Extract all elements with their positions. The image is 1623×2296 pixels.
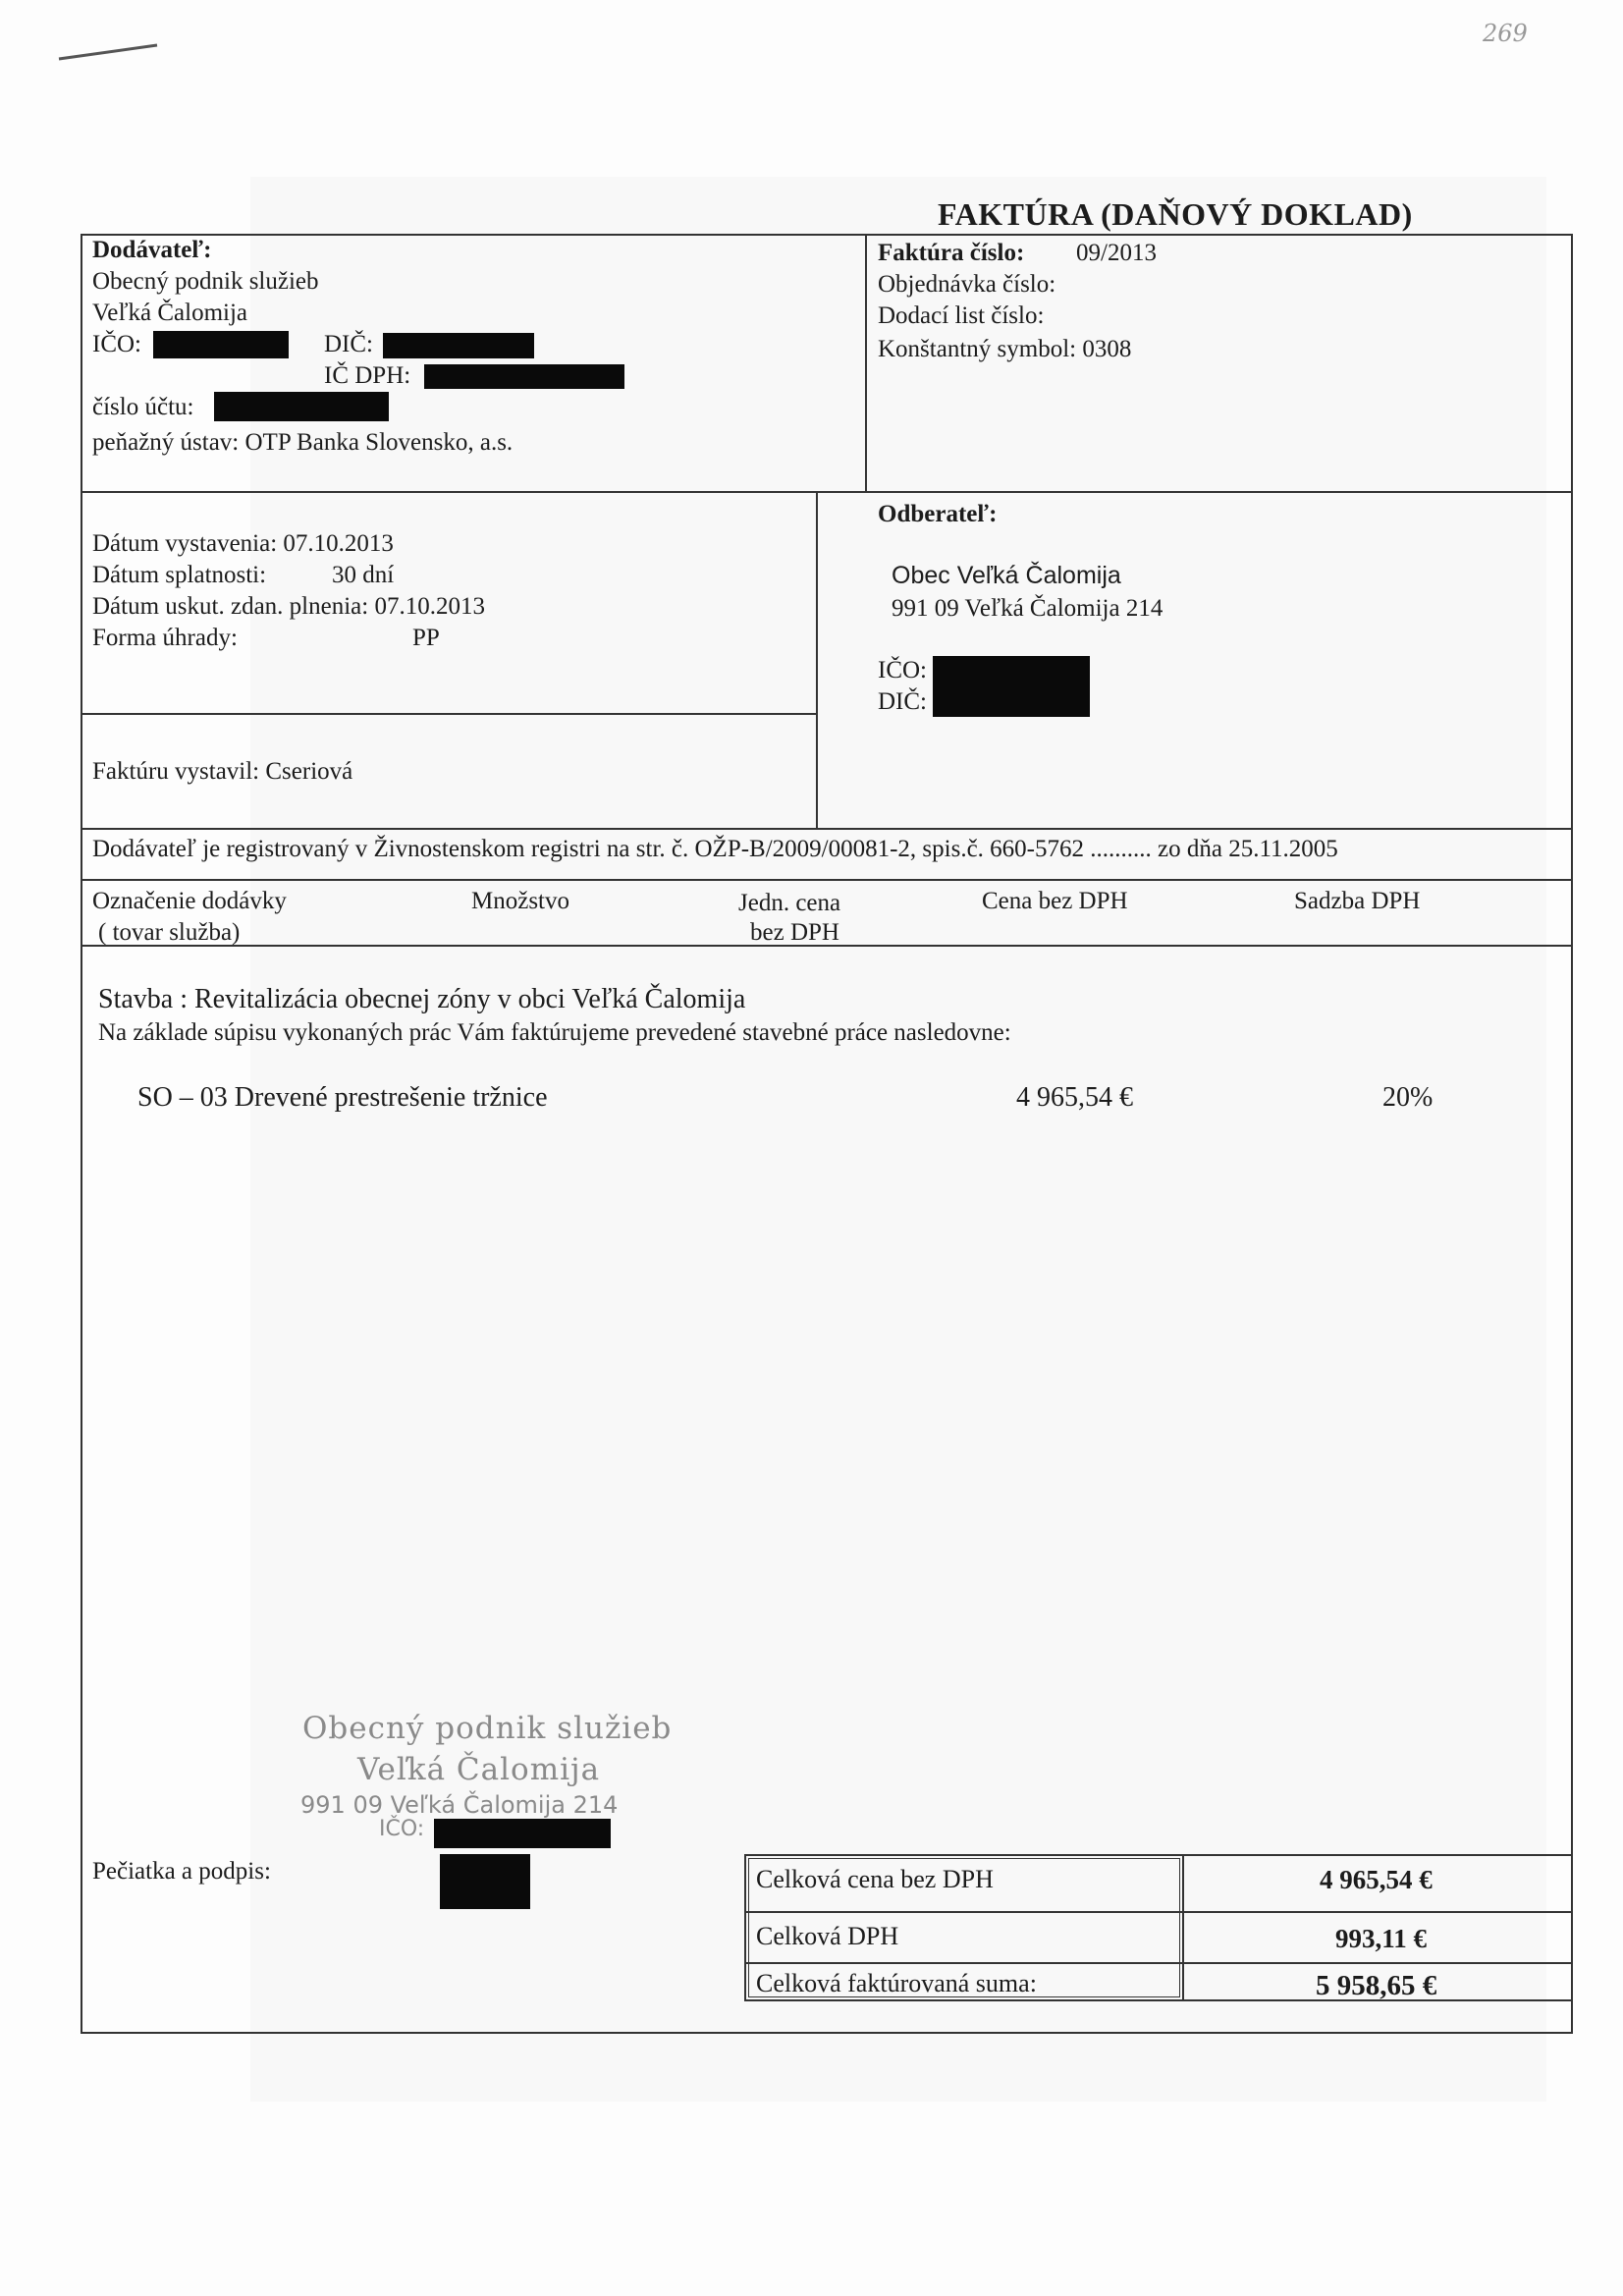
divider-row-3 (81, 879, 1573, 881)
col-vat-rate: Sadzba DPH (1294, 888, 1421, 914)
supplier-name-line2: Veľká Čalomija (92, 300, 248, 326)
customer-address: 991 09 Veľká Čalomija 214 (892, 595, 1163, 622)
redacted-supplier-account (214, 392, 389, 421)
stamp-line4: IČO: (379, 1817, 425, 1841)
supplier-account-label: číslo účtu: (92, 394, 194, 420)
stamp-line1: Obecný podnik služieb (302, 1711, 673, 1746)
registration-note: Dodávateľ je registrovaný v Živnostenskom registri na str. č. OŽP-B/2009/00081-2, spis.č. 660-5762 .......... zo dňa 25.11.2005 (92, 836, 1338, 862)
due-date-value: 30 dní (332, 562, 395, 588)
order-number-label: Objednávka číslo: (878, 271, 1056, 298)
redacted-stamp-ico (434, 1819, 611, 1848)
issue-date: Dátum vystavenia: 07.10.2013 (92, 530, 394, 557)
total-excl-vat-value: 4 965,54 € (1320, 1865, 1433, 1894)
due-date-label: Dátum splatnosti: (92, 562, 267, 588)
customer-ico-label: IČO: (878, 657, 927, 683)
stamp-line3: 991 09 Veľká Čalomija 214 (300, 1791, 619, 1819)
grand-total-label: Celková faktúrovaná suma: (756, 1969, 1037, 1997)
line-item-name: SO – 03 Drevené prestrešenie tržnice (137, 1082, 548, 1113)
taxable-supply-date: Dátum uskut. zdan. plnenia: 07.10.2013 (92, 593, 485, 620)
divider-row-1 (81, 491, 1573, 493)
divider-row-2 (81, 828, 1573, 830)
line-item-vat-rate: 20% (1382, 1082, 1434, 1113)
pen-stroke-mark (54, 37, 162, 67)
col-unit-price-line2: bez DPH (750, 919, 839, 946)
totals-col-divider (1182, 1854, 1184, 2001)
supplier-dic-label: DIČ: (324, 331, 373, 357)
supplier-ic-dph-label: IČ DPH: (324, 362, 411, 389)
supplier-name-line1: Obecný podnik služieb (92, 268, 319, 295)
supplier-heading: Dodávateľ: (92, 237, 212, 263)
col-unit-price-line1: Jedn. cena (738, 890, 841, 916)
redacted-customer-ids (933, 656, 1090, 717)
redacted-signature (440, 1854, 530, 1909)
intro-text: Na základe súpisu vykonaných prác Vám faktúrujeme prevedené stavebné práce nasledovne: (98, 1019, 1011, 1046)
invoice-title: FAKTÚRA (DAŇOVÝ DOKLAD) (938, 196, 1413, 232)
total-vat-label: Celková DPH (756, 1922, 899, 1950)
grand-total-value: 5 958,65 € (1316, 1970, 1437, 2001)
supplier-ico-label: IČO: (92, 331, 141, 357)
issued-by: Faktúru vystavil: Cseriová (92, 758, 353, 785)
divider-dates-customer (816, 491, 818, 828)
supplier-bank: peňažný ústav: OTP Banka Slovensko, a.s. (92, 429, 514, 456)
total-excl-vat-label: Celková cena bez DPH (756, 1865, 994, 1893)
col-quantity: Množstvo (471, 888, 569, 914)
delivery-note-label: Dodací list číslo: (878, 302, 1045, 329)
payment-method-label: Forma úhrady: (92, 625, 238, 651)
invoice-frame (81, 234, 1573, 2034)
customer-heading: Odberateľ: (878, 501, 998, 527)
customer-dic-label: DIČ: (878, 688, 927, 715)
constant-symbol: Konštantný symbol: 0308 (878, 336, 1132, 362)
line-item-price: 4 965,54 € (1016, 1082, 1133, 1113)
divider-supplier-invoice (865, 234, 867, 491)
signature-label: Pečiatka a podpis: (92, 1858, 271, 1885)
handwritten-page-number: 269 (1483, 20, 1528, 47)
payment-method-value: PP (412, 625, 440, 651)
col-price-excl-vat: Cena bez DPH (982, 888, 1128, 914)
col-designation-line1: Označenie dodávky (92, 888, 287, 914)
redacted-supplier-dic (383, 333, 534, 358)
redacted-supplier-ic-dph (424, 364, 624, 389)
divider-dates-issuer (81, 713, 816, 715)
invoice-number-label: Faktúra číslo: (878, 240, 1025, 266)
stamp-line2: Veľká Čalomija (357, 1752, 601, 1787)
project-title: Stavba : Revitalizácia obecnej zóny v obci Veľká Čalomija (98, 984, 746, 1014)
customer-name: Obec Veľká Čalomija (892, 562, 1121, 589)
invoice-number: 09/2013 (1076, 240, 1157, 266)
redacted-supplier-ico (153, 331, 289, 358)
col-designation-line2: ( tovar služba) (98, 919, 241, 946)
total-vat-value: 993,11 € (1335, 1924, 1428, 1953)
